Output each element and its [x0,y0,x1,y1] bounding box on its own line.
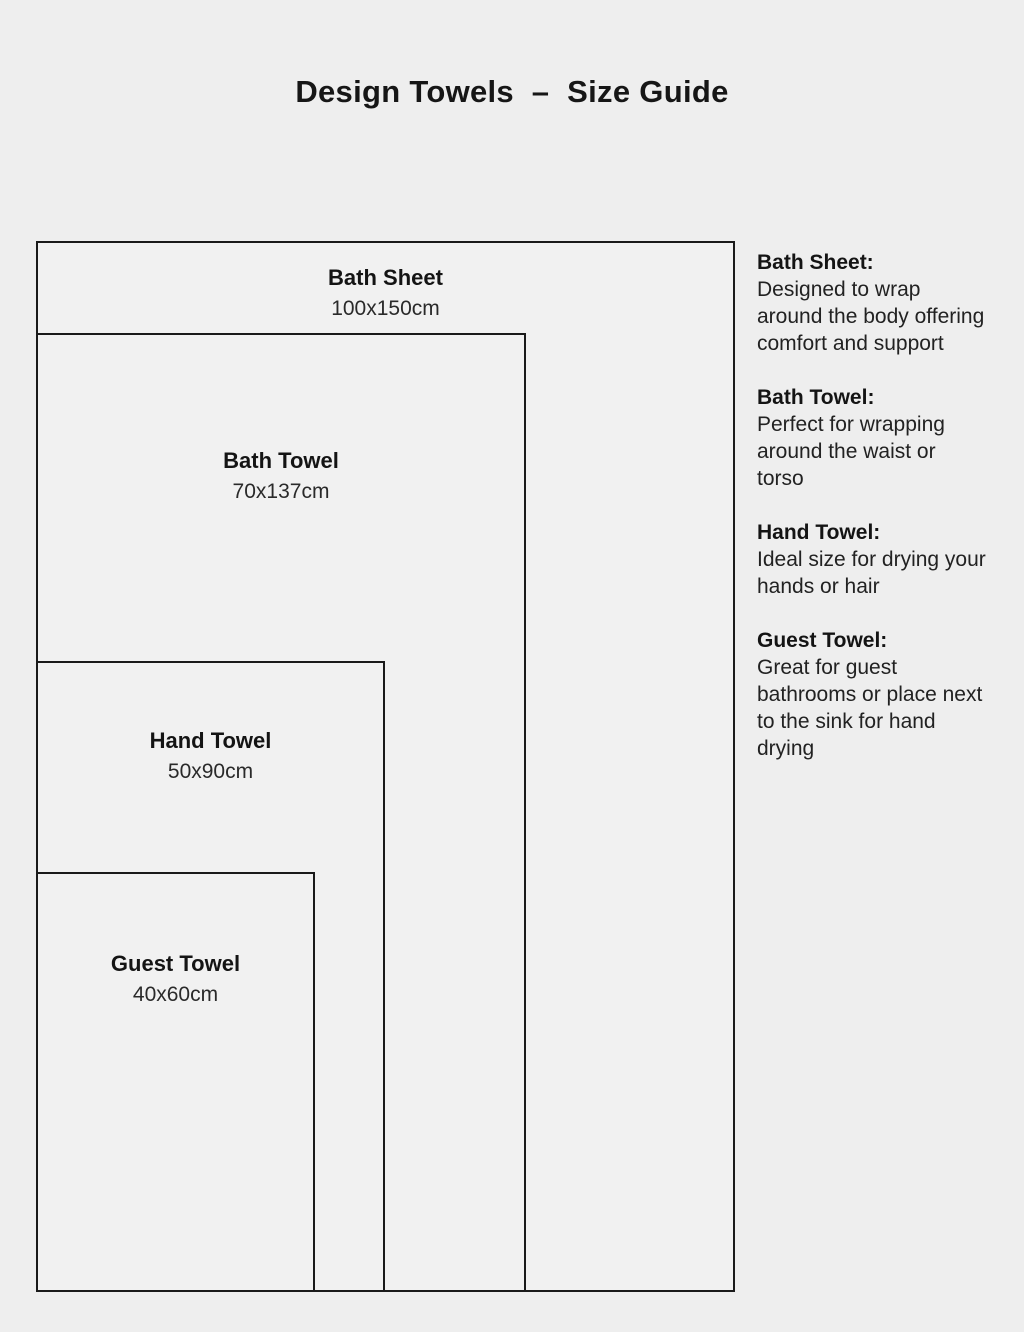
towel-size: 70x137cm [232,480,330,503]
description-heading: Bath Towel: [757,386,875,409]
description-body: Great for guest bathrooms or place next to the sink for hand drying [757,656,983,760]
bath-towel-label [38,447,524,505]
description-body: Ideal size for drying your hands or hair [757,548,986,598]
description-body: Perfect for wrapping around the waist or torso [757,413,945,490]
towel-name: Guest Towel [110,951,241,976]
towel-size: 50x90cm [167,760,254,783]
description-guest-towel [757,627,987,762]
towel-size: 40x60cm [132,983,219,1006]
description-heading: Bath Sheet: [757,251,874,274]
description-heading: Guest Towel: [757,629,888,652]
page-title: Design Towels – Size Guide [295,74,729,109]
towel-size: 100x150cm [331,297,440,320]
towel-name: Bath Sheet [328,265,443,290]
guest-towel-label [38,950,313,1008]
description-bath-towel [757,384,987,492]
bath-sheet-label [38,264,733,322]
description-body: Designed to wrap around the body offering comfort and support [757,278,985,355]
towel-name: Hand Towel [149,728,272,753]
descriptions-panel [757,249,987,789]
hand-towel-label [38,727,383,785]
description-bath-sheet [757,249,987,357]
description-heading: Hand Towel: [757,521,881,544]
guest-towel-rect [36,872,315,1292]
towel-name: Bath Towel [223,448,339,473]
description-hand-towel [757,519,987,600]
